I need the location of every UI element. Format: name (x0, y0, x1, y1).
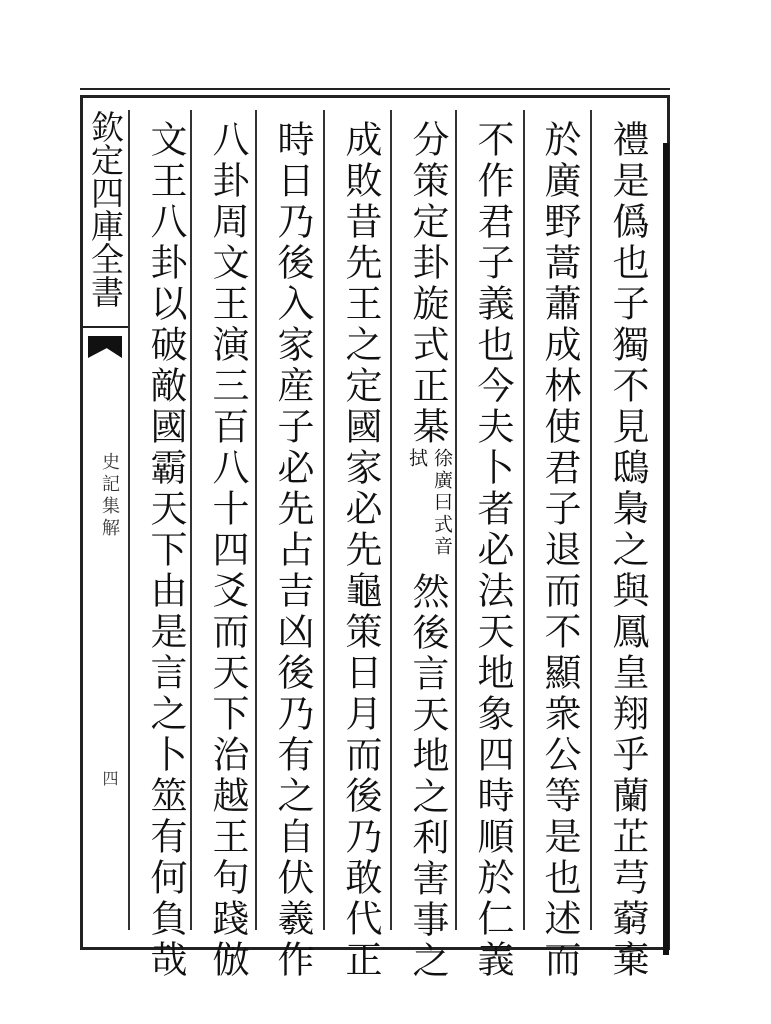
fish-tail-rule (82, 326, 128, 328)
text-column-2: 於廣野蒿蕭成林使君子退而不顯衆公等是也述而 (538, 120, 581, 981)
text-column-4 (400, 120, 454, 982)
column-rule (590, 110, 592, 930)
column-4-text-after: 然後言天地之利害事之 (406, 572, 449, 982)
frame-top-rule (80, 88, 670, 90)
column-rule (255, 110, 257, 930)
text-column-5: 成敗昔先王之定國家必先龜策日月而後乃敢代正 (339, 120, 382, 981)
column-rule (455, 110, 457, 930)
column-rule (323, 110, 325, 930)
column-rule (523, 110, 525, 930)
book-title: 史記集解 (99, 452, 120, 540)
commentary-note: 徐廣曰式音拭 (406, 448, 453, 558)
folio-number: 四 (100, 770, 119, 786)
text-column-6: 時日乃後入家産子必先占吉凶後乃有之自伏羲作 (271, 120, 314, 981)
frame-right-rule (663, 143, 669, 955)
column-rule (390, 110, 392, 930)
text-column-3: 不作君子義也今夫卜者必法天地象四時順於仁義 (471, 120, 514, 981)
text-column-7: 八卦周文王演三百八十四爻而天下治越王句踐倣 (206, 120, 249, 981)
text-column-8: 文王八卦以破敵國霸天下由是言之卜筮有何負哉 (144, 120, 187, 981)
series-title: 欽定四庫全書 (86, 110, 125, 308)
column-4-main-text: 分策定卦旋式正棊 (406, 120, 449, 448)
text-column-1: 禮是僞也子獨不見鴟梟之與鳳皇翔乎蘭芷芎藭棄 (606, 120, 649, 981)
column-rule (128, 110, 130, 930)
